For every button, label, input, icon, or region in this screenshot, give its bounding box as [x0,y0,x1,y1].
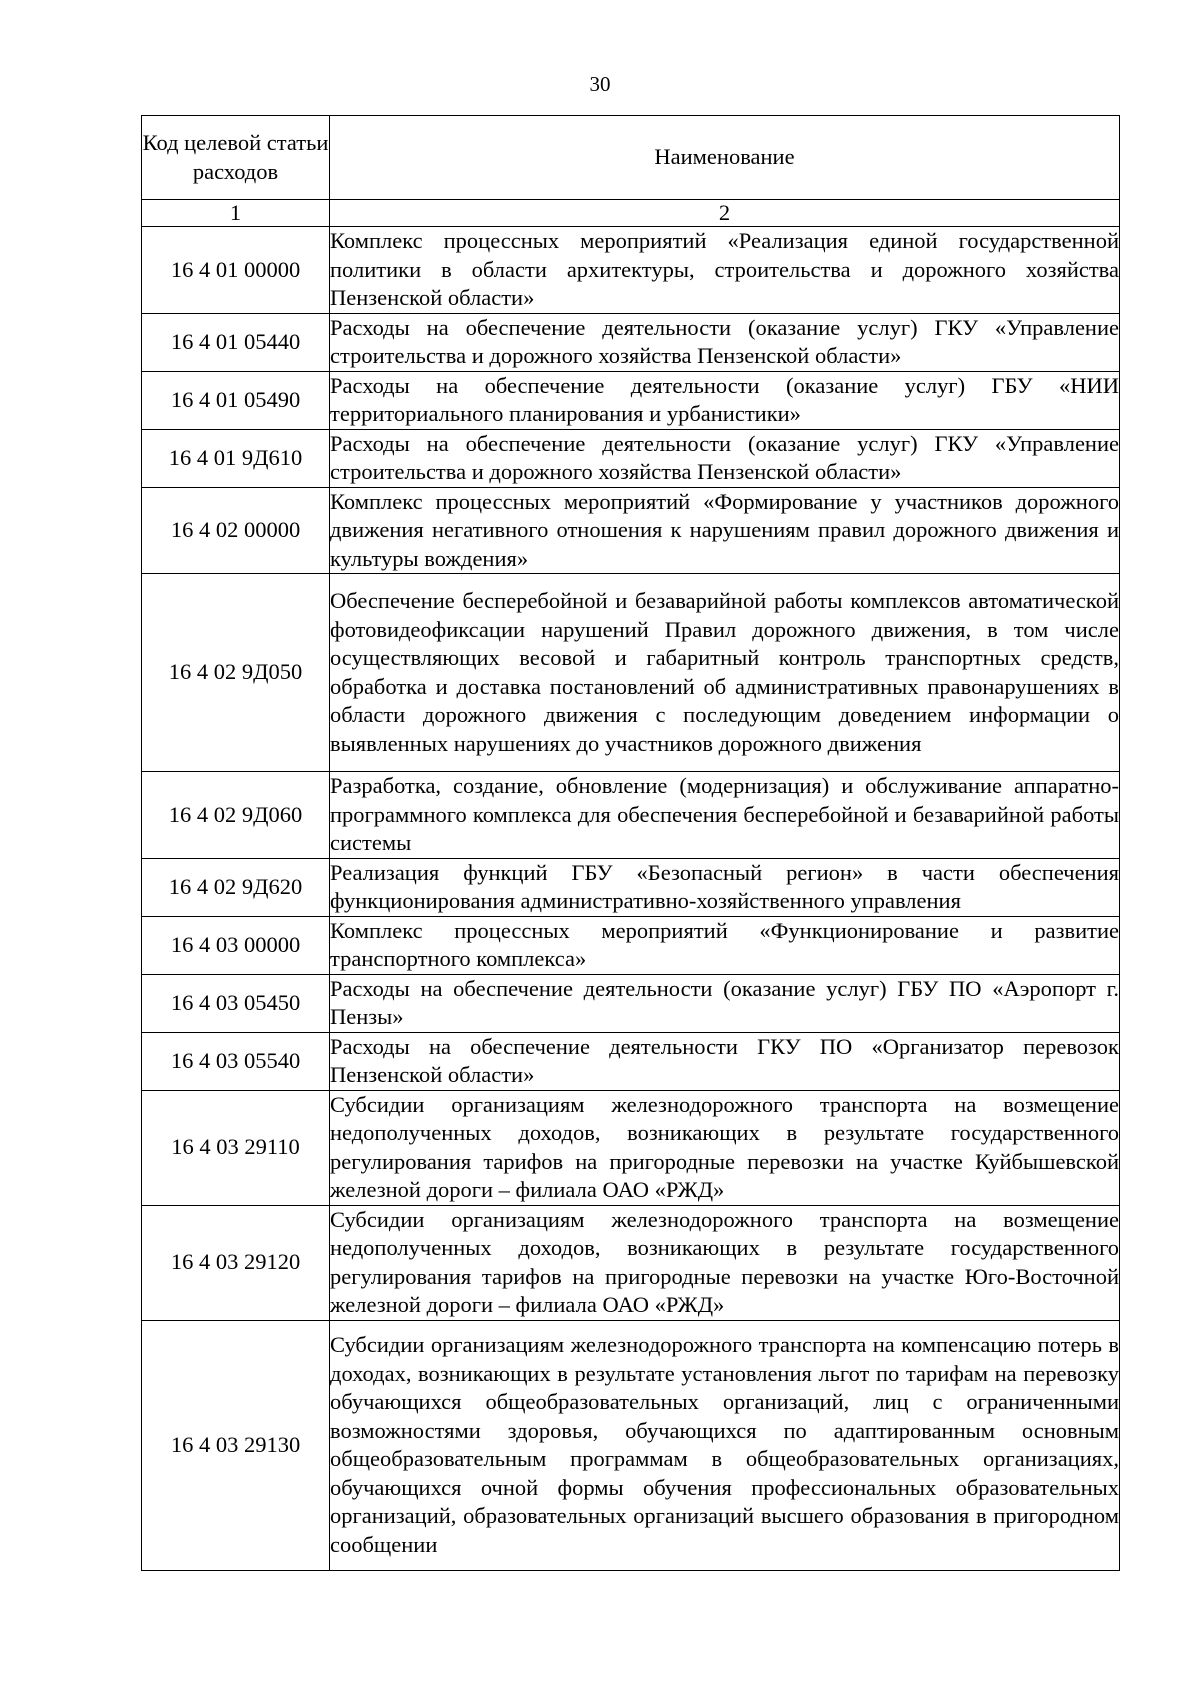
row-code: 16 4 03 00000 [142,916,330,974]
row-code: 16 4 03 05450 [142,974,330,1032]
header-code-column: Код целевой статьи расходов [142,116,330,200]
table-row [142,916,1120,974]
row-name: Разработка, создание, обновление (модернизация) и обслуживание аппаратно-программного комплекса для обеспечения бесперебойной и безаварийной работы системы [330,772,1120,859]
column-number-1: 1 [142,200,330,227]
row-name: Субсидии организациям железнодорожного транспорта на компенсацию потерь в доходах, возникающих в результате установления льгот по тарифам на перевозку обучающихся общеобразовательных организаций, лиц с ограниченными возможностями здоровья, обучающихся по адаптированным основным общеобразовательным программам в общеобразовательных организациях, обучающихся очной формы обучения профессиональных образовательных организаций, образовательных организаций высшего образования в пригородном сообщении [330,1320,1120,1570]
row-name: Расходы на обеспечение деятельности (оказание услуг) ГБУ ПО «Аэропорт г. Пензы» [330,974,1120,1032]
row-name: Расходы на обеспечение деятельности (оказание услуг) ГКУ «Управление строительства и дорожного хозяйства Пензенской области» [330,429,1120,487]
row-name: Комплекс процессных мероприятий «Реализация единой государственной политики в области архитектуры, строительства и дорожного хозяйства Пензенской области» [330,227,1120,314]
table-row [142,974,1120,1032]
table-row [142,1032,1120,1090]
budget-classification-table [141,115,1120,1571]
row-code: 16 4 03 05540 [142,1032,330,1090]
row-code: 16 4 02 00000 [142,487,330,574]
table-row [142,772,1120,859]
table-row [142,1205,1120,1320]
row-name: Субсидии организациям железнодорожного транспорта на возмещение недополученных доходов, возникающих в результате государственного регулирования тарифов на пригородные перевозки на участке Юго-Восточной железной дороги – филиала ОАО «РЖД» [330,1205,1120,1320]
row-name: Комплекс процессных мероприятий «Формирование у участников дорожного движения негативного отношения к нарушениям правил дорожного движения и культуры вождения» [330,487,1120,574]
table-row [142,371,1120,429]
table-header-row [142,116,1120,200]
page-number: 30 [589,72,611,96]
table-row [142,574,1120,772]
row-code: 16 4 01 9Д610 [142,429,330,487]
row-code: 16 4 01 05490 [142,371,330,429]
row-code: 16 4 02 9Д620 [142,858,330,916]
row-code: 16 4 03 29120 [142,1205,330,1320]
header-name-column: Наименование [330,116,1120,200]
table-row [142,429,1120,487]
row-code: 16 4 01 05440 [142,313,330,371]
row-code: 16 4 01 00000 [142,227,330,314]
table-row [142,858,1120,916]
row-name: Расходы на обеспечение деятельности (оказание услуг) ГБУ «НИИ территориального планирования и урбанистики» [330,371,1120,429]
row-code: 16 4 03 29130 [142,1320,330,1570]
row-code: 16 4 02 9Д050 [142,574,330,772]
row-name: Комплекс процессных мероприятий «Функционирование и развитие транспортного комплекса» [330,916,1120,974]
row-name: Обеспечение бесперебойной и безаварийной работы комплексов автоматической фотовидеофиксации нарушений Правил дорожного движения, в том числе осуществляющих весовой и габаритный контроль транспортных средств, обработка и доставка постановлений об административных правонарушениях в области дорожного движения с последующим доведением информации о выявленных нарушениях до участников дорожного движения [330,574,1120,772]
row-name: Субсидии организациям железнодорожного транспорта на возмещение недополученных доходов, возникающих в результате государственного регулирования тарифов на пригородные перевозки на участке Куйбышевской железной дороги – филиала ОАО «РЖД» [330,1090,1120,1205]
column-number-row [142,200,1120,227]
table-row [142,1090,1120,1205]
row-name: Расходы на обеспечение деятельности (оказание услуг) ГКУ «Управление строительства и дорожного хозяйства Пензенской области» [330,313,1120,371]
table-row [142,487,1120,574]
table-row [142,313,1120,371]
row-code: 16 4 02 9Д060 [142,772,330,859]
table-row [142,227,1120,314]
table-row [142,1320,1120,1570]
column-number-2: 2 [330,200,1120,227]
row-code: 16 4 03 29110 [142,1090,330,1205]
row-name: Расходы на обеспечение деятельности ГКУ ПО «Организатор перевозок Пензенской области» [330,1032,1120,1090]
row-name: Реализация функций ГБУ «Безопасный регион» в части обеспечения функционирования административно-хозяйственного управления [330,858,1120,916]
